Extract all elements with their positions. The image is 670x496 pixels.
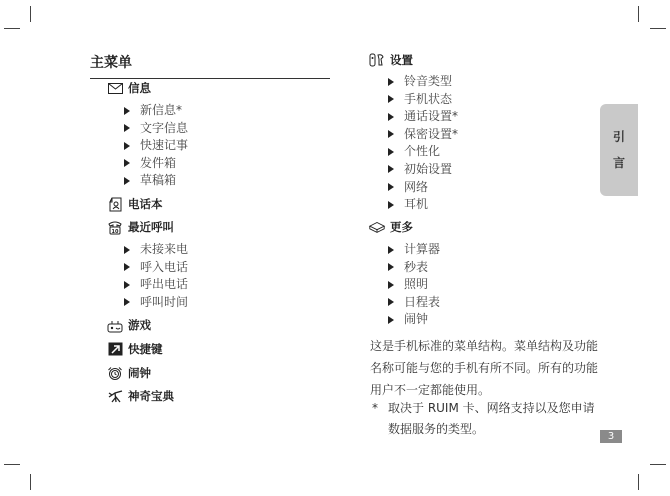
section-label: 设置 xyxy=(390,53,413,67)
list-item: 手机状态 xyxy=(386,91,458,109)
list-item: 个性化 xyxy=(386,143,458,161)
list-item: 草稿箱 xyxy=(122,172,188,190)
section-recent-calls xyxy=(106,219,174,235)
section-label: 快捷键 xyxy=(128,342,163,356)
page-number: 3 xyxy=(600,430,622,443)
section-phonebook xyxy=(106,196,163,212)
list-item: 呼叫时间 xyxy=(122,294,188,312)
section-label: 信息 xyxy=(128,81,151,95)
crop-mark xyxy=(30,6,31,22)
list-item: 网络 xyxy=(386,179,458,197)
section-magic-book xyxy=(106,388,174,404)
section-settings xyxy=(368,52,413,68)
alarm-clock-icon xyxy=(106,365,124,381)
section-label: 闹钟 xyxy=(128,366,151,380)
section-games xyxy=(106,317,151,333)
list-item: 照明 xyxy=(386,276,440,294)
magic-book-icon xyxy=(106,388,124,404)
section-label: 游戏 xyxy=(128,318,151,332)
list-item: 日程表 xyxy=(386,294,440,312)
section-label: 最近呼叫 xyxy=(128,220,174,234)
list-item: 初始设置 xyxy=(386,161,458,179)
list-item: 文字信息 xyxy=(122,120,188,138)
list-item: 闹钟 xyxy=(386,311,440,329)
more-submenu xyxy=(386,241,440,329)
crop-mark xyxy=(638,474,639,490)
section-label: 神奇宝典 xyxy=(128,389,174,403)
list-item: 保密设置* xyxy=(386,126,458,144)
recent-calls-icon xyxy=(106,219,124,235)
crop-mark xyxy=(4,464,20,465)
game-icon xyxy=(106,317,124,333)
list-item: 耳机 xyxy=(386,196,458,214)
list-item: 快速记事 xyxy=(122,137,188,155)
messages-submenu xyxy=(122,102,188,190)
section-label: 更多 xyxy=(390,220,413,234)
list-item: 发件箱 xyxy=(122,155,188,173)
more-icon xyxy=(368,219,386,235)
crop-mark xyxy=(638,6,639,22)
crop-mark xyxy=(4,28,20,29)
crop-mark xyxy=(30,474,31,490)
list-item: 秒表 xyxy=(386,259,440,277)
phonebook-icon xyxy=(106,196,124,212)
section-messages xyxy=(106,80,151,96)
list-item: 未接来电 xyxy=(122,241,188,259)
envelope-icon xyxy=(106,80,124,96)
section-label: 电话本 xyxy=(128,197,163,211)
settings-submenu xyxy=(386,73,458,214)
chapter-tab-char: 言 xyxy=(612,156,625,170)
shortcut-icon xyxy=(106,341,124,357)
footnote-marker: * xyxy=(372,401,378,415)
list-item: 铃音类型 xyxy=(386,73,458,91)
svg-text:10: 10 xyxy=(111,228,119,235)
recent-calls-submenu xyxy=(122,241,188,311)
footnote-text: 取决于 RUIM 卡、网络支持以及您申请数据服务的类型。 xyxy=(388,401,595,436)
list-item: 呼出电话 xyxy=(122,276,188,294)
settings-icon xyxy=(368,52,386,68)
section-alarm xyxy=(106,365,151,381)
list-item: 新信息* xyxy=(122,102,188,120)
section-shortcuts xyxy=(106,341,163,357)
chapter-tab xyxy=(600,104,638,196)
section-more xyxy=(368,219,413,235)
list-item: 呼入电话 xyxy=(122,259,188,277)
chapter-tab-char: 引 xyxy=(612,130,625,144)
list-item: 通话设置* xyxy=(386,108,458,126)
page-title: 主菜单 xyxy=(90,52,330,79)
list-item: 计算器 xyxy=(386,241,440,259)
crop-mark xyxy=(650,464,666,465)
footnote xyxy=(370,398,602,440)
description-paragraph: 这是手机标准的菜单结构。菜单结构及功能名称可能与您的手机有所不同。所有的功能用户不一定都能使用。 xyxy=(370,339,599,397)
crop-mark xyxy=(650,28,666,29)
